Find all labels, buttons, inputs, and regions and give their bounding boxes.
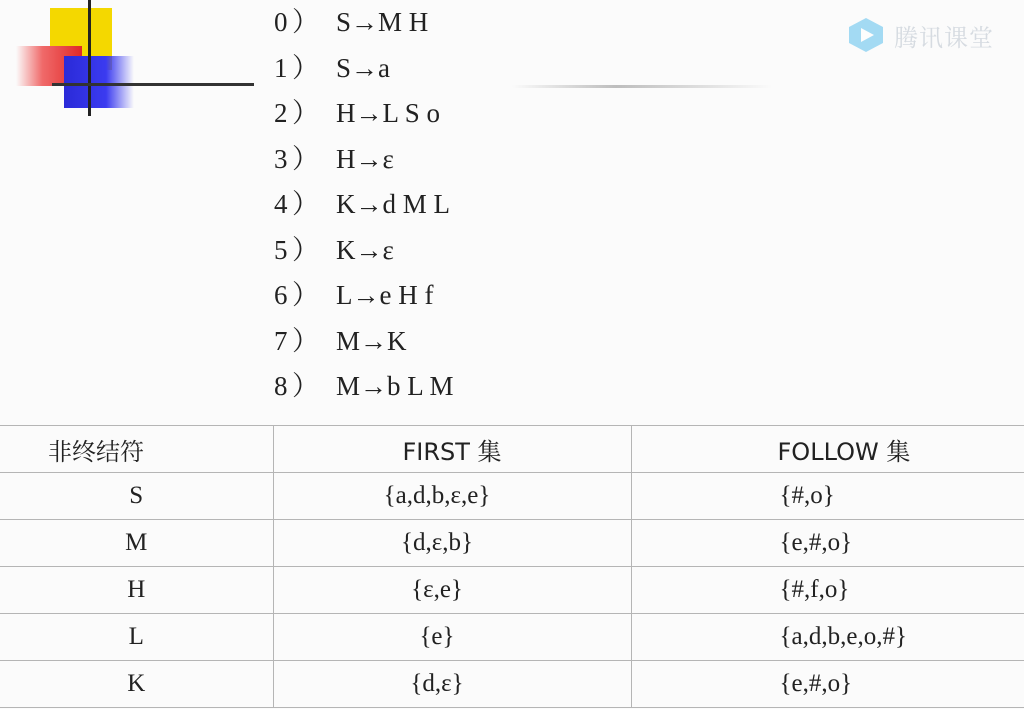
first-set-cell: {a,d,b,ε,e} — [273, 473, 631, 520]
nonterminal-cell: M — [0, 520, 273, 567]
header-follow-set: FOLLOW 集 — [631, 426, 1024, 473]
production-paren: ） — [292, 189, 319, 219]
slide-decoration — [0, 0, 260, 120]
watermark — [846, 16, 994, 54]
production-number: 2 — [274, 98, 288, 128]
horizontal-rule — [52, 83, 254, 86]
production-number: 1 — [274, 52, 288, 83]
production-number: 7 — [274, 325, 288, 356]
table-row — [0, 520, 1024, 567]
follow-set-cell: {e,#,o} — [631, 520, 1024, 567]
production-rule: H→ε — [336, 143, 394, 174]
first-set-cell: {e} — [273, 614, 631, 661]
production-number: 6 — [274, 280, 288, 310]
table-row — [0, 473, 1024, 520]
nonterminal-cell: S — [0, 473, 273, 520]
production-paren: ） — [292, 234, 319, 265]
follow-set-cell: {#,o} — [631, 473, 1024, 520]
production-number: 4 — [274, 189, 288, 219]
vertical-rule — [88, 0, 91, 116]
first-follow-table — [0, 425, 1024, 708]
watermark-text: 腾讯课堂 — [894, 23, 994, 52]
production-paren: ） — [292, 143, 319, 174]
production-number: 0 — [274, 7, 288, 37]
production-rule: M→b L M — [336, 371, 454, 401]
production-paren: ） — [292, 371, 319, 401]
tencent-classroom-logo-icon — [846, 16, 886, 54]
production-paren: ） — [292, 7, 319, 37]
follow-set-cell: {e,#,o} — [631, 661, 1024, 708]
first-set-cell: {d,ε,b} — [273, 520, 631, 567]
production-rule: H→L S o — [336, 98, 441, 128]
production-paren: ） — [292, 280, 319, 310]
nonterminal-cell: L — [0, 614, 273, 661]
production-rule: M→K — [336, 325, 407, 356]
production-number: 8 — [274, 371, 288, 401]
table-row — [0, 567, 1024, 614]
production-rule: S→a — [336, 52, 390, 83]
production-number: 3 — [274, 143, 288, 174]
fade-divider — [512, 85, 772, 88]
header-first-set: FIRST 集 — [273, 426, 631, 473]
table-header-row — [0, 426, 1024, 473]
nonterminal-cell: K — [0, 661, 273, 708]
production-paren: ） — [292, 52, 319, 83]
blue-block — [64, 56, 134, 108]
first-set-cell: {d,ε} — [273, 661, 631, 708]
production-rule: L→e H f — [336, 280, 434, 310]
production-rule: K→ε — [336, 234, 394, 265]
follow-set-cell: {#,f,o} — [631, 567, 1024, 614]
follow-set-cell: {a,d,b,e,o,#} — [631, 614, 1024, 661]
production-paren: ） — [292, 325, 319, 356]
nonterminal-cell: H — [0, 567, 273, 614]
production-rule: K→d M L — [336, 189, 450, 219]
production-paren: ） — [292, 98, 319, 128]
first-set-cell: {ε,e} — [273, 567, 631, 614]
table-row — [0, 661, 1024, 708]
production-rule: S→M H — [336, 7, 429, 37]
table-row — [0, 614, 1024, 661]
production-number: 5 — [274, 234, 288, 265]
header-nonterminal: 非终结符 — [0, 426, 273, 473]
